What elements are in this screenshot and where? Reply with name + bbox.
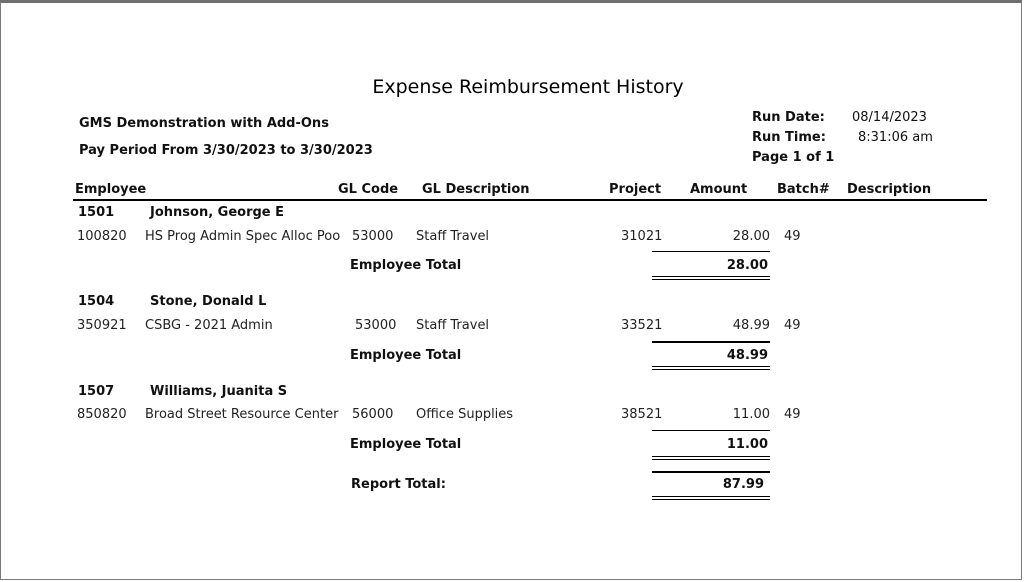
- report-total-value: 87.99: [722, 477, 764, 492]
- total-double-rule: [652, 369, 770, 370]
- col-amount: Amount: [690, 182, 748, 197]
- report-total-rule: [652, 471, 770, 473]
- line-project: 33521: [621, 318, 663, 333]
- line-batch: 49: [784, 229, 801, 244]
- line-code: 100820: [77, 229, 127, 244]
- run-time-label: Run Time:: [752, 130, 826, 145]
- col-gl-code: GL Code: [338, 182, 399, 197]
- line-amount: 11.00: [732, 407, 770, 422]
- employee-id: 1501: [78, 205, 115, 220]
- line-amount: 28.00: [732, 229, 770, 244]
- total-double-rule: [652, 279, 770, 280]
- col-gl-description: GL Description: [422, 182, 530, 197]
- employee-name: Stone, Donald L: [150, 294, 267, 309]
- line-name: HS Prog Admin Spec Alloc Poo: [145, 229, 341, 244]
- line-gl-code: 56000: [352, 407, 394, 422]
- run-date-value: 08/14/2023: [852, 110, 927, 125]
- line-batch: 49: [784, 407, 801, 422]
- employee-id: 1504: [78, 294, 115, 309]
- header-rule: [73, 199, 987, 201]
- employee-name: Johnson, George E: [150, 205, 285, 220]
- employee-total-value: 48.99: [726, 348, 768, 363]
- pay-period: Pay Period From 3/30/2023 to 3/30/2023: [79, 143, 373, 158]
- line-project: 31021: [621, 229, 663, 244]
- col-description: Description: [847, 182, 932, 197]
- employee-total-label: Employee Total: [350, 258, 462, 273]
- line-project: 38521: [621, 407, 663, 422]
- line-gl-description: Staff Travel: [416, 229, 490, 244]
- line-code: 350921: [77, 318, 127, 333]
- employee-total-value: 28.00: [726, 258, 768, 273]
- employee-name: Williams, Juanita S: [150, 384, 288, 399]
- col-batch: Batch#: [777, 182, 830, 197]
- total-double-rule: [652, 366, 770, 367]
- employee-total-label: Employee Total: [350, 437, 462, 452]
- line-gl-description: Office Supplies: [416, 407, 514, 422]
- line-gl-description: Staff Travel: [416, 318, 490, 333]
- report-total-label: Report Total:: [351, 477, 446, 492]
- total-double-rule: [652, 459, 770, 460]
- subtotal-rule: [652, 341, 770, 343]
- report-title: Expense Reimbursement History: [372, 76, 684, 98]
- employee-total-label: Employee Total: [350, 348, 462, 363]
- employee-id: 1507: [78, 384, 115, 399]
- line-batch: 49: [784, 318, 801, 333]
- line-gl-code: 53000: [355, 318, 397, 333]
- subtotal-rule: [652, 430, 770, 431]
- employee-total-value: 11.00: [726, 437, 768, 452]
- page-info: Page 1 of 1: [752, 150, 835, 165]
- line-name: CSBG - 2021 Admin: [145, 318, 273, 333]
- total-double-rule: [652, 276, 770, 277]
- run-date-label: Run Date:: [752, 110, 825, 125]
- col-employee: Employee: [75, 182, 147, 197]
- line-code: 850820: [77, 407, 127, 422]
- report-total-double-rule: [652, 499, 770, 500]
- total-double-rule: [652, 456, 770, 457]
- subtotal-rule: [652, 251, 770, 252]
- run-time-value: 8:31:06 am: [858, 130, 933, 145]
- col-project: Project: [609, 182, 662, 197]
- line-name: Broad Street Resource Center: [145, 407, 339, 422]
- company-name: GMS Demonstration with Add-Ons: [79, 116, 329, 131]
- line-amount: 48.99: [732, 318, 770, 333]
- report-total-double-rule: [652, 496, 770, 497]
- line-gl-code: 53000: [352, 229, 394, 244]
